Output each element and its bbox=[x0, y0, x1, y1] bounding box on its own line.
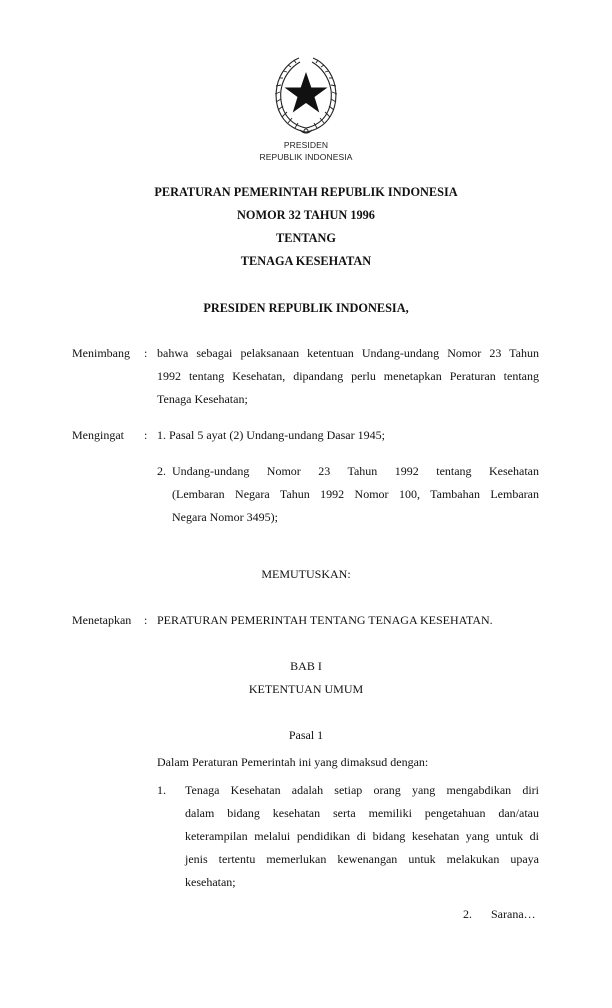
mengingat-item-2-number: 2. bbox=[157, 464, 166, 478]
continuation-text: Sarana… bbox=[491, 907, 536, 921]
menetapkan-colon: : bbox=[144, 613, 148, 627]
menimbang-line-1: bahwa sebagai pelaksanaan ketentuan Undang-undang Nomor 23 Tahun bbox=[157, 346, 539, 360]
menimbang-line-2: 1992 tentang Kesehatan, dipandang perlu menetapkan Peraturan tentang bbox=[157, 369, 539, 383]
pasal-item-1-line-1: Tenaga Kesehatan adalah setiap orang yang mengabdikan diri bbox=[185, 783, 539, 797]
mengingat-item-2-text bbox=[172, 464, 539, 533]
mengingat-item-1: 1. Pasal 5 ayat (2) Undang-undang Dasar 1945; bbox=[157, 428, 385, 442]
pasal-item-1-text bbox=[185, 783, 539, 898]
menetapkan-label: Menetapkan bbox=[72, 613, 132, 627]
document-subject: TENAGA KESEHATAN bbox=[240, 254, 372, 268]
pasal-title: Pasal 1 bbox=[288, 728, 324, 742]
presidential-emblem-icon bbox=[269, 50, 343, 140]
bab-number: BAB I bbox=[290, 659, 322, 673]
seal-caption-presiden: PRESIDEN bbox=[283, 140, 329, 150]
menimbang-text bbox=[157, 346, 539, 415]
pasal-item-1-line-4: jenis tertentu memerlukan kewenangan untuk melakukan upaya bbox=[185, 852, 539, 866]
seal-caption-republik: REPUBLIK INDONESIA bbox=[259, 152, 353, 162]
pasal-intro: Dalam Peraturan Pemerintah ini yang dimaksud dengan: bbox=[157, 755, 429, 769]
pasal-item-1-line-2: dalam bidang kesehatan serta memiliki pengetahuan dan/atau bbox=[185, 806, 539, 820]
document-title: PERATURAN PEMERINTAH REPUBLIK INDONESIA bbox=[154, 185, 458, 199]
menimbang-colon: : bbox=[144, 346, 148, 360]
bab-title: KETENTUAN UMUM bbox=[248, 682, 364, 696]
pasal-item-1-number: 1. bbox=[157, 783, 166, 797]
mengingat-colon: : bbox=[144, 428, 148, 442]
issuer-heading: PRESIDEN REPUBLIK INDONESIA, bbox=[203, 301, 409, 315]
menimbang-label: Menimbang bbox=[72, 346, 130, 360]
mengingat-item-2-line-3: Negara Nomor 3495); bbox=[172, 510, 278, 524]
document-number: NOMOR 32 TAHUN 1996 bbox=[237, 208, 375, 222]
menetapkan-text: PERATURAN PEMERINTAH TENTANG TENAGA KESEHATAN. bbox=[157, 613, 493, 627]
mengingat-item-2-line-1: Undang-undang Nomor 23 Tahun 1992 tentang Kesehatan bbox=[172, 464, 539, 478]
menimbang-line-3: Tenaga Kesehatan; bbox=[157, 392, 248, 406]
continuation-number: 2. bbox=[463, 907, 472, 921]
document-tentang: TENTANG bbox=[276, 231, 336, 245]
pasal-item-1-line-3: keterampilan melalui pendidikan di bidang kesehatan yang untuk di bbox=[185, 829, 539, 843]
pasal-item-1-line-5: kesehatan; bbox=[185, 875, 236, 889]
memutuskan-heading: MEMUTUSKAN: bbox=[261, 567, 351, 581]
mengingat-label: Mengingat bbox=[72, 428, 124, 442]
mengingat-item-2-line-2: (Lembaran Negara Tahun 1992 Nomor 100, Tambahan Lembaran bbox=[172, 487, 539, 501]
